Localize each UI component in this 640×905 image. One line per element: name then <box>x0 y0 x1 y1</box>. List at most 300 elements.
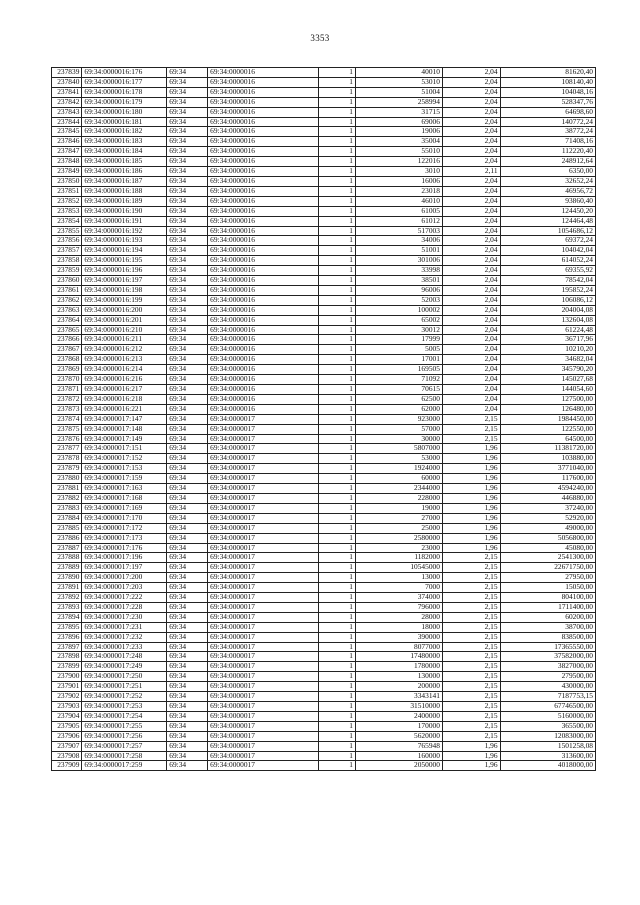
cadastral-number-cell: 69:34:0000016:183 <box>82 137 167 147</box>
cadastral-district-cell: 69:34 <box>167 424 208 434</box>
record-id-cell: 237905 <box>52 721 82 731</box>
count-cell: 1 <box>319 325 356 335</box>
cadastral-number-cell: 69:34:0000017:232 <box>82 632 167 642</box>
count-cell: 1 <box>319 672 356 682</box>
cadastral-district-cell: 69:34 <box>167 652 208 662</box>
cadastral-number-cell: 69:34:0000017:159 <box>82 474 167 484</box>
cadastral-block-cell: 69:34:0000017 <box>208 593 319 603</box>
cadastral-district-cell: 69:34 <box>167 484 208 494</box>
value-cell: 27950,00 <box>500 573 595 583</box>
rate-cell: 2,15 <box>442 632 500 642</box>
area-cell: 390000 <box>355 632 442 642</box>
record-id-cell: 237857 <box>52 246 82 256</box>
area-cell: 53010 <box>355 77 442 87</box>
cadastral-number-cell: 69:34:0000017:222 <box>82 593 167 603</box>
table-row <box>52 761 596 771</box>
area-cell: 65002 <box>355 315 442 325</box>
cadastral-block-cell: 69:34:0000016 <box>208 355 319 365</box>
rate-cell: 2,15 <box>442 553 500 563</box>
record-id-cell: 237853 <box>52 206 82 216</box>
record-id-cell: 237843 <box>52 107 82 117</box>
rate-cell: 2,04 <box>442 97 500 107</box>
table-row <box>52 484 596 494</box>
rate-cell: 2,15 <box>442 711 500 721</box>
area-cell: 31510000 <box>355 702 442 712</box>
value-cell: 430000,00 <box>500 682 595 692</box>
rate-cell: 2,15 <box>442 721 500 731</box>
rate-cell: 1,96 <box>442 523 500 533</box>
table-row <box>52 335 596 345</box>
table-row <box>52 315 596 325</box>
table-row <box>52 147 596 157</box>
cadastral-number-cell: 69:34:0000017:153 <box>82 464 167 474</box>
cadastral-district-cell: 69:34 <box>167 345 208 355</box>
cadastral-district-cell: 69:34 <box>167 612 208 622</box>
area-cell: 61005 <box>355 206 442 216</box>
table-row <box>52 385 596 395</box>
record-id-cell: 237886 <box>52 533 82 543</box>
cadastral-block-cell: 69:34:0000017 <box>208 464 319 474</box>
cadastral-block-cell: 69:34:0000016 <box>208 335 319 345</box>
value-cell: 112220,40 <box>500 147 595 157</box>
cadastral-block-cell: 69:34:0000016 <box>208 206 319 216</box>
cadastral-district-cell: 69:34 <box>167 731 208 741</box>
table-row <box>52 276 596 286</box>
record-id-cell: 237884 <box>52 513 82 523</box>
table-row <box>52 295 596 305</box>
area-cell: 70615 <box>355 385 442 395</box>
cadastral-block-cell: 69:34:0000017 <box>208 444 319 454</box>
cadastral-number-cell: 69:34:0000016:184 <box>82 147 167 157</box>
record-id-cell: 237852 <box>52 196 82 206</box>
table-row <box>52 731 596 741</box>
area-cell: 71092 <box>355 375 442 385</box>
record-id-cell: 237895 <box>52 622 82 632</box>
cadastral-block-cell: 69:34:0000017 <box>208 454 319 464</box>
area-cell: 19006 <box>355 127 442 137</box>
cadastral-block-cell: 69:34:0000017 <box>208 682 319 692</box>
rate-cell: 2,04 <box>442 77 500 87</box>
cadastral-number-cell: 69:34:0000016:217 <box>82 385 167 395</box>
rate-cell: 2,04 <box>442 206 500 216</box>
cadastral-district-cell: 69:34 <box>167 761 208 771</box>
area-cell: 34006 <box>355 236 442 246</box>
page-number: 3353 <box>310 33 330 43</box>
registry-table <box>51 67 596 771</box>
cadastral-block-cell: 69:34:0000016 <box>208 186 319 196</box>
cadastral-block-cell: 69:34:0000016 <box>208 325 319 335</box>
rate-cell: 2,04 <box>442 365 500 375</box>
rate-cell: 2,04 <box>442 355 500 365</box>
record-id-cell: 237909 <box>52 761 82 771</box>
value-cell: 38700,00 <box>500 622 595 632</box>
table-row <box>52 186 596 196</box>
cadastral-district-cell: 69:34 <box>167 77 208 87</box>
count-cell: 1 <box>319 622 356 632</box>
record-id-cell: 237904 <box>52 711 82 721</box>
record-id-cell: 237873 <box>52 404 82 414</box>
value-cell: 69355,92 <box>500 266 595 276</box>
value-cell: 279500,00 <box>500 672 595 682</box>
cadastral-block-cell: 69:34:0000016 <box>208 157 319 167</box>
count-cell: 1 <box>319 295 356 305</box>
cadastral-number-cell: 69:34:0000016:188 <box>82 186 167 196</box>
record-id-cell: 237876 <box>52 434 82 444</box>
rate-cell: 2,15 <box>442 414 500 424</box>
record-id-cell: 237875 <box>52 424 82 434</box>
record-id-cell: 237864 <box>52 315 82 325</box>
cadastral-district-cell: 69:34 <box>167 335 208 345</box>
value-cell: 45080,00 <box>500 543 595 553</box>
cadastral-block-cell: 69:34:0000016 <box>208 385 319 395</box>
record-id-cell: 237844 <box>52 117 82 127</box>
count-cell: 1 <box>319 474 356 484</box>
count-cell: 1 <box>319 553 356 563</box>
value-cell: 38772,24 <box>500 127 595 137</box>
value-cell: 528347,76 <box>500 97 595 107</box>
value-cell: 6350,00 <box>500 167 595 177</box>
table-row <box>52 652 596 662</box>
cadastral-district-cell: 69:34 <box>167 573 208 583</box>
table-row <box>52 424 596 434</box>
area-cell: 2400000 <box>355 711 442 721</box>
cadastral-number-cell: 69:34:0000016:193 <box>82 236 167 246</box>
rate-cell: 2,04 <box>442 276 500 286</box>
table-row <box>52 206 596 216</box>
cadastral-district-cell: 69:34 <box>167 266 208 276</box>
table-row <box>52 563 596 573</box>
area-cell: 228000 <box>355 493 442 503</box>
area-cell: 30000 <box>355 434 442 444</box>
record-id-cell: 237855 <box>52 226 82 236</box>
cadastral-district-cell: 69:34 <box>167 751 208 761</box>
table-row <box>52 226 596 236</box>
cadastral-number-cell: 69:34:0000016:192 <box>82 226 167 236</box>
cadastral-number-cell: 69:34:0000017:252 <box>82 692 167 702</box>
cadastral-block-cell: 69:34:0000016 <box>208 127 319 137</box>
cadastral-district-cell: 69:34 <box>167 385 208 395</box>
cadastral-district-cell: 69:34 <box>167 127 208 137</box>
area-cell: 31715 <box>355 107 442 117</box>
table-row <box>52 127 596 137</box>
cadastral-district-cell: 69:34 <box>167 593 208 603</box>
rate-cell: 2,11 <box>442 167 500 177</box>
record-id-cell: 237908 <box>52 751 82 761</box>
cadastral-number-cell: 69:34:0000016:198 <box>82 285 167 295</box>
cadastral-district-cell: 69:34 <box>167 355 208 365</box>
cadastral-block-cell: 69:34:0000017 <box>208 711 319 721</box>
rate-cell: 2,04 <box>442 394 500 404</box>
rate-cell: 1,96 <box>442 444 500 454</box>
record-id-cell: 237892 <box>52 593 82 603</box>
area-cell: 923000 <box>355 414 442 424</box>
count-cell: 1 <box>319 404 356 414</box>
table-row <box>52 236 596 246</box>
count-cell: 1 <box>319 721 356 731</box>
area-cell: 200000 <box>355 682 442 692</box>
table-row <box>52 246 596 256</box>
value-cell: 64500,00 <box>500 434 595 444</box>
value-cell: 5160000,00 <box>500 711 595 721</box>
cadastral-block-cell: 69:34:0000017 <box>208 484 319 494</box>
count-cell: 1 <box>319 533 356 543</box>
rate-cell: 2,04 <box>442 68 500 78</box>
table-row <box>52 365 596 375</box>
record-id-cell: 237841 <box>52 87 82 97</box>
area-cell: 122016 <box>355 157 442 167</box>
cadastral-number-cell: 69:34:0000016:187 <box>82 176 167 186</box>
cadastral-number-cell: 69:34:0000016:200 <box>82 305 167 315</box>
cadastral-number-cell: 69:34:0000017:148 <box>82 424 167 434</box>
value-cell: 46956,72 <box>500 186 595 196</box>
count-cell: 1 <box>319 573 356 583</box>
rate-cell: 2,15 <box>442 424 500 434</box>
record-id-cell: 237879 <box>52 464 82 474</box>
cadastral-district-cell: 69:34 <box>167 117 208 127</box>
table-row <box>52 573 596 583</box>
count-cell: 1 <box>319 266 356 276</box>
record-id-cell: 237883 <box>52 503 82 513</box>
cadastral-district-cell: 69:34 <box>167 454 208 464</box>
rate-cell: 2,04 <box>442 176 500 186</box>
rate-cell: 1,96 <box>442 493 500 503</box>
table-row <box>52 157 596 167</box>
cadastral-district-cell: 69:34 <box>167 285 208 295</box>
cadastral-block-cell: 69:34:0000017 <box>208 533 319 543</box>
cadastral-number-cell: 69:34:0000016:181 <box>82 117 167 127</box>
rate-cell: 2,15 <box>442 573 500 583</box>
count-cell: 1 <box>319 642 356 652</box>
rate-cell: 2,04 <box>442 117 500 127</box>
cadastral-district-cell: 69:34 <box>167 434 208 444</box>
value-cell: 126480,00 <box>500 404 595 414</box>
cadastral-number-cell: 69:34:0000016:190 <box>82 206 167 216</box>
table-row <box>52 196 596 206</box>
record-id-cell: 237863 <box>52 305 82 315</box>
value-cell: 446880,00 <box>500 493 595 503</box>
record-id-cell: 237900 <box>52 672 82 682</box>
count-cell: 1 <box>319 167 356 177</box>
area-cell: 19000 <box>355 503 442 513</box>
count-cell: 1 <box>319 583 356 593</box>
cadastral-number-cell: 69:34:0000017:168 <box>82 493 167 503</box>
cadastral-number-cell: 69:34:0000016:195 <box>82 256 167 266</box>
value-cell: 49000,00 <box>500 523 595 533</box>
value-cell: 124450,20 <box>500 206 595 216</box>
value-cell: 1984450,00 <box>500 414 595 424</box>
record-id-cell: 237867 <box>52 345 82 355</box>
table-row <box>52 87 596 97</box>
rate-cell: 2,04 <box>442 375 500 385</box>
value-cell: 117600,00 <box>500 474 595 484</box>
count-cell: 1 <box>319 196 356 206</box>
record-id-cell: 237847 <box>52 147 82 157</box>
table-row <box>52 493 596 503</box>
cadastral-number-cell: 69:34:0000016:191 <box>82 216 167 226</box>
count-cell: 1 <box>319 97 356 107</box>
cadastral-block-cell: 69:34:0000017 <box>208 761 319 771</box>
rate-cell: 2,15 <box>442 563 500 573</box>
area-cell: 18000 <box>355 622 442 632</box>
count-cell: 1 <box>319 602 356 612</box>
count-cell: 1 <box>319 593 356 603</box>
area-cell: 62000 <box>355 404 442 414</box>
cadastral-block-cell: 69:34:0000017 <box>208 751 319 761</box>
cadastral-district-cell: 69:34 <box>167 662 208 672</box>
value-cell: 81620,40 <box>500 68 595 78</box>
rate-cell: 2,04 <box>442 147 500 157</box>
table-row <box>52 593 596 603</box>
cadastral-number-cell: 69:34:0000017:258 <box>82 751 167 761</box>
area-cell: 23018 <box>355 186 442 196</box>
cadastral-district-cell: 69:34 <box>167 107 208 117</box>
rate-cell: 2,04 <box>442 305 500 315</box>
cadastral-district-cell: 69:34 <box>167 246 208 256</box>
area-cell: 1780000 <box>355 662 442 672</box>
cadastral-number-cell: 69:34:0000017:200 <box>82 573 167 583</box>
cadastral-number-cell: 69:34:0000016:218 <box>82 394 167 404</box>
rate-cell: 2,04 <box>442 157 500 167</box>
cadastral-district-cell: 69:34 <box>167 216 208 226</box>
cadastral-block-cell: 69:34:0000017 <box>208 523 319 533</box>
count-cell: 1 <box>319 464 356 474</box>
table-row <box>52 444 596 454</box>
record-id-cell: 237906 <box>52 731 82 741</box>
count-cell: 1 <box>319 434 356 444</box>
cadastral-number-cell: 69:34:0000016:216 <box>82 375 167 385</box>
cadastral-number-cell: 69:34:0000017:228 <box>82 602 167 612</box>
count-cell: 1 <box>319 345 356 355</box>
cadastral-district-cell: 69:34 <box>167 474 208 484</box>
area-cell: 60000 <box>355 474 442 484</box>
cadastral-block-cell: 69:34:0000017 <box>208 583 319 593</box>
value-cell: 22671750,00 <box>500 563 595 573</box>
record-id-cell: 237885 <box>52 523 82 533</box>
area-cell: 16006 <box>355 176 442 186</box>
rate-cell: 1,96 <box>442 474 500 484</box>
cadastral-block-cell: 69:34:0000016 <box>208 68 319 78</box>
table-row <box>52 404 596 414</box>
count-cell: 1 <box>319 147 356 157</box>
registry-table-body <box>52 68 596 771</box>
record-id-cell: 237888 <box>52 553 82 563</box>
value-cell: 34682,04 <box>500 355 595 365</box>
cadastral-number-cell: 69:34:0000017:173 <box>82 533 167 543</box>
count-cell: 1 <box>319 711 356 721</box>
table-row <box>52 692 596 702</box>
count-cell: 1 <box>319 87 356 97</box>
cadastral-block-cell: 69:34:0000016 <box>208 276 319 286</box>
record-id-cell: 237889 <box>52 563 82 573</box>
cadastral-block-cell: 69:34:0000017 <box>208 741 319 751</box>
cadastral-block-cell: 69:34:0000016 <box>208 266 319 276</box>
cadastral-number-cell: 69:34:0000017:163 <box>82 484 167 494</box>
cadastral-district-cell: 69:34 <box>167 642 208 652</box>
cadastral-district-cell: 69:34 <box>167 513 208 523</box>
cadastral-block-cell: 69:34:0000016 <box>208 216 319 226</box>
cadastral-block-cell: 69:34:0000017 <box>208 642 319 652</box>
record-id-cell: 237899 <box>52 662 82 672</box>
count-cell: 1 <box>319 731 356 741</box>
area-cell: 301006 <box>355 256 442 266</box>
area-cell: 169505 <box>355 365 442 375</box>
cadastral-number-cell: 69:34:0000016:210 <box>82 325 167 335</box>
cadastral-block-cell: 69:34:0000017 <box>208 503 319 513</box>
count-cell: 1 <box>319 77 356 87</box>
cadastral-number-cell: 69:34:0000017:256 <box>82 731 167 741</box>
cadastral-number-cell: 69:34:0000016:213 <box>82 355 167 365</box>
table-row <box>52 632 596 642</box>
value-cell: 78542,04 <box>500 276 595 286</box>
cadastral-district-cell: 69:34 <box>167 206 208 216</box>
table-row <box>52 721 596 731</box>
area-cell: 2344000 <box>355 484 442 494</box>
cadastral-district-cell: 69:34 <box>167 87 208 97</box>
value-cell: 3827000,00 <box>500 662 595 672</box>
record-id-cell: 237850 <box>52 176 82 186</box>
cadastral-district-cell: 69:34 <box>167 702 208 712</box>
cadastral-district-cell: 69:34 <box>167 444 208 454</box>
value-cell: 37240,00 <box>500 503 595 513</box>
area-cell: 5005 <box>355 345 442 355</box>
count-cell: 1 <box>319 246 356 256</box>
cadastral-block-cell: 69:34:0000017 <box>208 721 319 731</box>
rate-cell: 1,96 <box>442 543 500 553</box>
rate-cell: 2,15 <box>442 652 500 662</box>
count-cell: 1 <box>319 236 356 246</box>
record-id-cell: 237896 <box>52 632 82 642</box>
cadastral-district-cell: 69:34 <box>167 226 208 236</box>
cadastral-number-cell: 69:34:0000016:212 <box>82 345 167 355</box>
cadastral-block-cell: 69:34:0000016 <box>208 365 319 375</box>
record-id-cell: 237861 <box>52 285 82 295</box>
count-cell: 1 <box>319 256 356 266</box>
area-cell: 28000 <box>355 612 442 622</box>
rate-cell: 2,04 <box>442 295 500 305</box>
value-cell: 4018000,00 <box>500 761 595 771</box>
table-row <box>52 612 596 622</box>
cadastral-number-cell: 69:34:0000017:255 <box>82 721 167 731</box>
value-cell: 7187753,15 <box>500 692 595 702</box>
count-cell: 1 <box>319 186 356 196</box>
count-cell: 1 <box>319 176 356 186</box>
record-id-cell: 237842 <box>52 97 82 107</box>
table-row <box>52 682 596 692</box>
rate-cell: 2,04 <box>442 236 500 246</box>
area-cell: 3010 <box>355 167 442 177</box>
value-cell: 204004,08 <box>500 305 595 315</box>
cadastral-block-cell: 69:34:0000016 <box>208 137 319 147</box>
cadastral-block-cell: 69:34:0000016 <box>208 345 319 355</box>
record-id-cell: 237840 <box>52 77 82 87</box>
rate-cell: 1,96 <box>442 454 500 464</box>
cadastral-number-cell: 69:34:0000017:249 <box>82 662 167 672</box>
cadastral-district-cell: 69:34 <box>167 523 208 533</box>
record-id-cell: 237869 <box>52 365 82 375</box>
cadastral-number-cell: 69:34:0000016:214 <box>82 365 167 375</box>
rate-cell: 2,15 <box>442 662 500 672</box>
rate-cell: 1,96 <box>442 533 500 543</box>
value-cell: 1054686,12 <box>500 226 595 236</box>
rate-cell: 1,96 <box>442 503 500 513</box>
count-cell: 1 <box>319 612 356 622</box>
record-id-cell: 237846 <box>52 137 82 147</box>
rate-cell: 2,15 <box>442 593 500 603</box>
table-row <box>52 345 596 355</box>
cadastral-block-cell: 69:34:0000017 <box>208 652 319 662</box>
value-cell: 71408,16 <box>500 137 595 147</box>
cadastral-block-cell: 69:34:0000017 <box>208 622 319 632</box>
